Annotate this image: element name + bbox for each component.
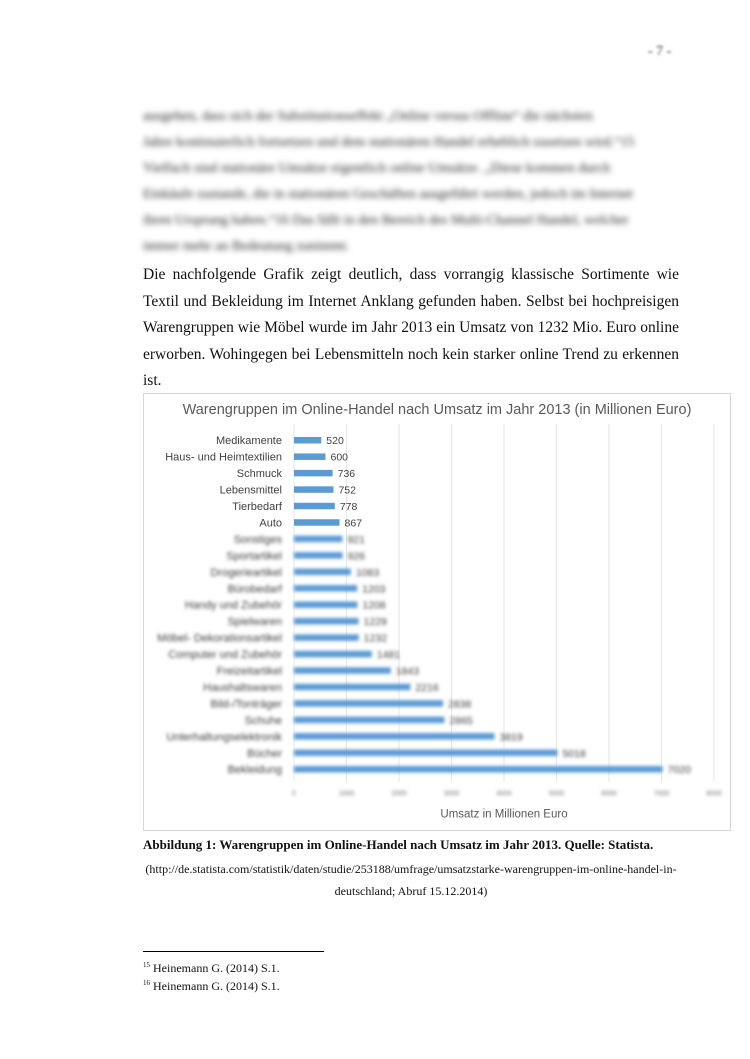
bar [294,536,342,543]
chart-svg [144,394,730,830]
figure-caption: Abbildung 1: Warengruppen im Online-Handel nach Umsatz im Jahr 2013. Quelle: Statista. [143,837,654,852]
category-label: Medikamente [215,435,282,448]
value-label: 921 [347,533,365,546]
blurred-chart-region [157,534,722,798]
value-label: 7020 [667,764,691,777]
value-label: 926 [347,550,366,563]
category-label: Drogerieartikel [210,566,282,579]
value-label: 1229 [363,616,387,629]
footnote-divider [143,951,324,952]
value-label: 520 [326,435,344,448]
value-label: 752 [338,484,357,497]
bar [294,503,335,510]
category-label: Freizeitartikel [216,665,282,678]
bar [294,486,333,493]
value-label: 736 [337,468,356,481]
bar [294,733,494,740]
category-label: Sonstiges [233,533,282,546]
category-label: Handy und Zubehör [184,599,282,612]
value-label: 2216 [415,681,439,694]
value-label: 2838 [447,698,472,711]
category-label: Bürobedarf [227,583,282,596]
chart-title: Warengruppen im Online-Handel nach Umsatz im Jahr 2013 (in Millionen Euro) [182,402,692,418]
footnote [143,958,679,976]
value-label: 600 [330,451,349,464]
x-axis-label: Umsatz in Millionen Euro [440,808,568,821]
category-label: Tierbedarf [232,501,282,514]
x-tick-label: 2000 [391,790,407,798]
bar-chart [143,393,731,831]
bar [294,700,443,707]
page-number: - 7 - [648,44,672,59]
category-label: Schuhe [244,714,282,727]
figure-source: (http://de.statista.com/statistik/daten/studie/253188/umfrage/umsatzstarke-warengruppen-im-online-handel-in-deutschland; Abruf 15.12.2014) [145,862,677,898]
category-label: Möbel- Dekorationsartikel [157,632,282,645]
bar [294,651,372,658]
value-label: 2865 [449,714,473,727]
x-tick-label: 1000 [338,790,355,798]
bar [294,585,357,592]
x-tick-label: 8000 [706,790,722,798]
blurred-paragraph [143,104,679,260]
blurred-line: Einkäufe zustande, die in stationären Geschäften ausgeführt werden, jedoch im Internet [143,187,633,202]
bar [294,569,351,576]
bar [294,618,359,625]
bar [294,552,343,559]
value-label: 5018 [562,747,586,760]
value-label: 3819 [499,731,523,744]
category-label: Auto [259,517,282,530]
blurred-line: immer mehr an Bedeutung zunimmt. [143,239,350,254]
intro-paragraph: Die nachfolgende Grafik zeigt deutlich, dass vorrangig klassische Sortimente wie Textil und Bekleidung im Internet Anklang gefunden haben. Selbst bei hochpreisigen Warengruppen wie Möbel wurde im Jahr 2013 ein Umsatz von 1232 Mio. Euro online erworben. Wohingegen bei Lebensmitteln noch kein starker online Trend zu erkennen ist. [143,266,679,389]
bar [294,601,357,608]
footnote-text: Heinemann G. (2014) S.1. [150,979,280,993]
category-label: Computer und Zubehör [168,649,282,662]
x-tick-label: 0 [292,790,296,798]
category-label: Bekleidung [227,764,282,777]
footnote [143,976,679,994]
value-label: 1843 [395,665,420,678]
bar [294,717,444,724]
category-label: Spielwaren [227,616,282,629]
footnote-number: 16 [143,979,150,987]
bar [294,453,326,460]
category-label: Schmuck [236,468,282,481]
bar [294,470,333,477]
category-label: Haushaltswaren [203,681,282,694]
value-label: 1208 [362,599,386,612]
x-tick-label: 6000 [601,790,617,798]
category-label: Unterhaltungselektronik [166,731,282,744]
category-label: Sportartikel [226,550,282,563]
blurred-line: Vielfach sind stationäre Umsätze eigentlich online Umsätze. „Diese kommen durch [143,161,611,176]
value-label: 1203 [362,583,386,596]
value-label: 1232 [363,632,388,645]
category-label: Lebensmittel [219,484,282,497]
value-label: 1481 [376,649,401,662]
bar [294,750,557,757]
x-tick-label: 7000 [653,790,670,798]
value-label: 867 [344,517,363,530]
category-label: Bild-/Tonträger [210,698,282,711]
category-label: Haus- und Heimtextilien [165,451,282,464]
bar [294,519,340,526]
bar [294,437,321,444]
blurred-line: ausgehen, dass sich der Substitutionseffekt „Online versus Offline“ die nächsten [143,109,593,124]
footnote-number: 15 [143,961,150,969]
value-label: 1083 [355,566,380,579]
footnotes [143,958,679,994]
bar [294,667,391,674]
blurred-line: ihren Ursprung haben.“16 Das fällt in den Bereich des Multi-Channel Handel, welcher [143,213,629,228]
footnote-text: Heinemann G. (2014) S.1. [150,961,280,975]
x-tick-label: 3000 [443,790,460,798]
bar [294,766,663,773]
bar [294,684,410,691]
category-label: Bücher [247,747,282,760]
bar [294,634,359,641]
x-tick-label: 5000 [548,790,565,798]
value-label: 778 [339,501,358,514]
blurred-line: Jahre kontinuierlich fortsetzen und dem stationären Handel erheblich zusetzen wird.“15 [143,135,635,150]
x-tick-label: 4000 [496,790,512,798]
